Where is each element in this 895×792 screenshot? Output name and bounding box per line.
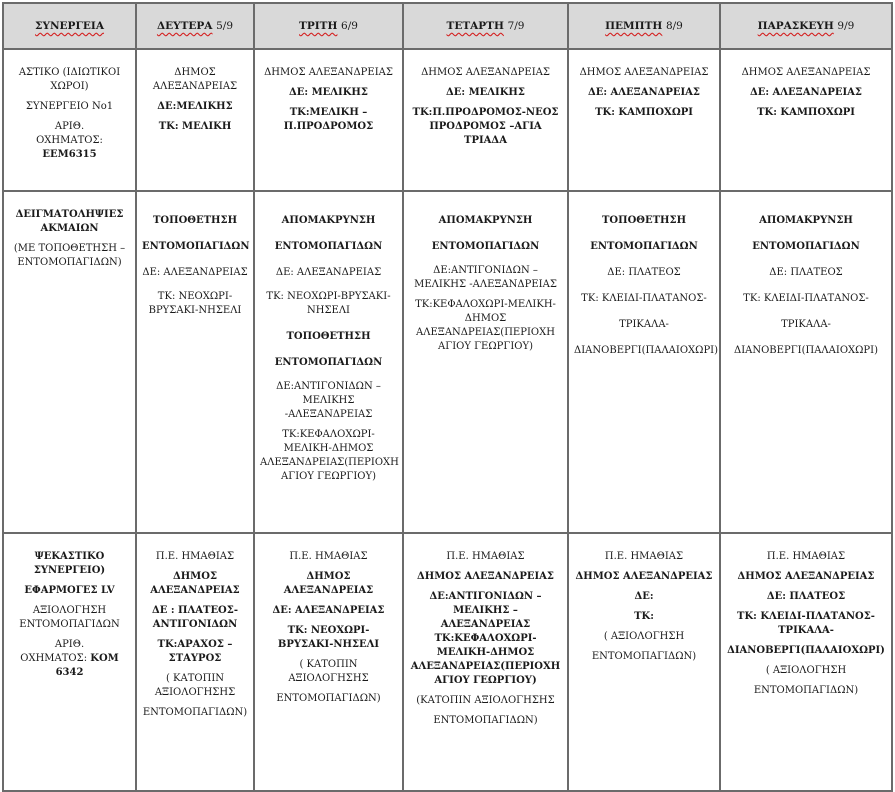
team-cell: ΨΕΚΑΣΤΙΚΟ ΣΥΝΕΡΓΕΙΟ) ΕΦΑΡΜΟΓΕΣ LV ΑΞΙΟΛΟΓΗΣΗ ΕΝΤΟΜΟΠΑΓΙΔΩΝ ΑΡΙΘ. ΟΧΗΜΑΤΟΣ: ΚΟΜ 6342: [3, 533, 136, 791]
header-friday: ΠΑΡΑΣΚΕΥΗ 9/9: [720, 3, 892, 49]
schedule-table: [2, 2, 893, 792]
schedule-cell: ΑΠΟΜΑΚΡΥΝΣΗ ΕΝΤΟΜΟΠΑΓΙΔΩΝ ΔΕ:ΑΝΤΙΓΟΝΙΔΩΝ – ΜΕΛΙΚΗΣ -ΑΛΕΞΑΝΔΡΕΙΑΣ ΤΚ:ΚΕΦΑΛΟΧΩΡΙ-ΜΕΛΙΚΗ-ΔΗΜΟΣ ΑΛΕΞΑΝΔΡΕΙΑΣ(ΠΕΡΙΟΧΗ ΑΓΙΟΥ ΓΕΩΡΓΙΟΥ): [403, 191, 568, 533]
schedule-cell: ΤΟΠΟΘΕΤΗΣΗ ΕΝΤΟΜΟΠΑΓΙΔΩΝ ΔΕ: ΠΛΑΤΕΟΣ ΤΚ: ΚΛΕΙΔΙ-ΠΛΑΤΑΝΟΣ-ΤΡΙΚΑΛΑ- ΔΙΑΝΟΒΕΡΓΙ(ΠΑΛΑΙΟΧΩΡΙ): [568, 191, 720, 533]
table-row: [3, 191, 892, 533]
schedule-cell: ΑΠΟΜΑΚΡΥΝΣΗ ΕΝΤΟΜΟΠΑΓΙΔΩΝ ΔΕ: ΑΛΕΞΑΝΔΡΕΙΑΣ ΤΚ: ΝΕΟΧΩΡΙ-ΒΡΥΣΑΚΙ-ΝΗΣΕΛΙ ΤΟΠΟΘΕΤΗΣΗ ΕΝΤΟΜΟΠΑΓΙΔΩΝ ΔΕ:ΑΝΤΙΓΟΝΙΔΩΝ – ΜΕΛΙΚΗΣ -ΑΛΕΞΑΝΔΡΕΙΑΣ ΤΚ:ΚΕΦΑΛΟΧΩΡΙ-ΜΕΛΙΚΗ-ΔΗΜΟΣ ΑΛΕΞΑΝΔΡΕΙΑΣ(ΠΕΡΙΟΧΗ ΑΓΙΟΥ ΓΕΩΡΓΙΟΥ): [254, 191, 403, 533]
schedule-cell: Π.Ε. ΗΜΑΘΙΑΣ ΔΗΜΟΣ ΑΛΕΞΑΝΔΡΕΙΑΣ ΔΕ: ΑΛΕΞΑΝΔΡΕΙΑΣ ΤΚ: ΝΕΟΧΩΡΙ-ΒΡΥΣΑΚΙ-ΝΗΣΕΛΙ ( ΚΑΤΟΠΙΝ ΑΞΙΟΛΟΓΗΣΗΣ ΕΝΤΟΜΟΠΑΓΙΔΩΝ): [254, 533, 403, 791]
header-teams: ΣΥΝΕΡΓΕΙΑ: [3, 3, 136, 49]
schedule-cell: ΔΗΜΟΣ ΑΛΕΞΑΝΔΡΕΙΑΣ ΔΕ: ΑΛΕΞΑΝΔΡΕΙΑΣ ΤΚ: ΚΑΜΠΟΧΩΡΙ: [568, 49, 720, 191]
schedule-cell: Π.Ε. ΗΜΑΘΙΑΣ ΔΗΜΟΣ ΑΛΕΞΑΝΔΡΕΙΑΣ ΔΕ: ΠΛΑΤΕΟΣ ΤΚ: ΚΛΕΙΔΙ-ΠΛΑΤΑΝΟΣ-ΤΡΙΚΑΛΑ- ΔΙΑΝΟΒΕΡΓΙ(ΠΑΛΑΙΟΧΩΡΙ) ( ΑΞΙΟΛΟΓΗΣΗ ΕΝΤΟΜΟΠΑΓΙΔΩΝ): [720, 533, 892, 791]
schedule-cell: Π.Ε. ΗΜΑΘΙΑΣ ΔΗΜΟΣ ΑΛΕΞΑΝΔΡΕΙΑΣ ΔΕ : ΠΛΑΤΕΟΣ-ΑΝΤΙΓΟΝΙΔΩΝ ΤΚ:ΑΡΑΧΟΣ – ΣΤΑΥΡΟΣ ( ΚΑΤΟΠΙΝ ΑΞΙΟΛΟΓΗΣΗΣ ΕΝΤΟΜΟΠΑΓΙΔΩΝ): [136, 533, 254, 791]
schedule-cell: ΔΗΜΟΣ ΑΛΕΞΑΝΔΡΕΙΑΣ ΔΕ: ΜΕΛΙΚΗΣ ΤΚ:ΜΕΛΙΚΗ – Π.ΠΡΟΔΡΟΜΟΣ: [254, 49, 403, 191]
schedule-cell: ΤΟΠΟΘΕΤΗΣΗ ΕΝΤΟΜΟΠΑΓΙΔΩΝ ΔΕ: ΑΛΕΞΑΝΔΡΕΙΑΣ ΤΚ: ΝΕΟΧΩΡΙ-ΒΡΥΣΑΚΙ-ΝΗΣΕΛΙ: [136, 191, 254, 533]
header-thursday: ΠΕΜΠΤΗ 8/9: [568, 3, 720, 49]
header-tuesday: ΤΡΙΤΗ 6/9: [254, 3, 403, 49]
table-row: [3, 533, 892, 791]
table-row: [3, 49, 892, 191]
header-wednesday: ΤΕΤΑΡΤΗ 7/9: [403, 3, 568, 49]
schedule-cell: Π.Ε. ΗΜΑΘΙΑΣ ΔΗΜΟΣ ΑΛΕΞΑΝΔΡΕΙΑΣ ΔΕ: ΤΚ: ( ΑΞΙΟΛΟΓΗΣΗ ΕΝΤΟΜΟΠΑΓΙΔΩΝ): [568, 533, 720, 791]
team-cell: ΔΕΙΓΜΑΤΟΛΗΨΙΕΣ ΑΚΜΑΙΩΝ (ΜΕ ΤΟΠΟΘΕΤΗΣΗ – ΕΝΤΟΜΟΠΑΓΙΔΩΝ): [3, 191, 136, 533]
schedule-cell: Π.Ε. ΗΜΑΘΙΑΣ ΔΗΜΟΣ ΑΛΕΞΑΝΔΡΕΙΑΣ ΔΕ:ΑΝΤΙΓΟΝΙΔΩΝ – ΜΕΛΙΚΗΣ – ΑΛΕΞΑΝΔΡΕΙΑΣ ΤΚ:ΚΕΦΑΛΟΧΩΡΙ-ΜΕΛΙΚΗ-ΔΗΜΟΣ ΑΛΕΞΑΝΔΡΕΙΑΣ(ΠΕΡΙΟΧΗ ΑΓΙΟΥ ΓΕΩΡΓΙΟΥ) (ΚΑΤΟΠΙΝ ΑΞΙΟΛΟΓΗΣΗΣ ΕΝΤΟΜΟΠΑΓΙΔΩΝ): [403, 533, 568, 791]
schedule-cell: ΔΗΜΟΣ ΑΛΕΞΑΝΔΡΕΙΑΣ ΔΕ:ΜΕΛΙΚΗΣ ΤΚ: ΜΕΛΙΚΗ: [136, 49, 254, 191]
header-row: [3, 3, 892, 49]
header-monday: ΔΕΥΤΕΡΑ 5/9: [136, 3, 254, 49]
team-cell: ΑΣΤΙΚΟ (ΙΔΙΩΤΙΚΟΙ ΧΩΡΟΙ) ΣΥΝΕΡΓΕΙΟ Νο1 ΑΡΙΘ. ΟΧΗΜΑΤΟΣ: ΕΕΜ6315: [3, 49, 136, 191]
schedule-cell: ΑΠΟΜΑΚΡΥΝΣΗ ΕΝΤΟΜΟΠΑΓΙΔΩΝ ΔΕ: ΠΛΑΤΕΟΣ ΤΚ: ΚΛΕΙΔΙ-ΠΛΑΤΑΝΟΣ-ΤΡΙΚΑΛΑ- ΔΙΑΝΟΒΕΡΓΙ(ΠΑΛΑΙΟΧΩΡΙ): [720, 191, 892, 533]
schedule-cell: ΔΗΜΟΣ ΑΛΕΞΑΝΔΡΕΙΑΣ ΔΕ: ΜΕΛΙΚΗΣ ΤΚ:Π.ΠΡΟΔΡΟΜΟΣ-ΝΕΟΣ ΠΡΟΔΡΟΜΟΣ –ΑΓΙΑ ΤΡΙΑΔΑ: [403, 49, 568, 191]
schedule-cell: ΔΗΜΟΣ ΑΛΕΞΑΝΔΡΕΙΑΣ ΔΕ: ΑΛΕΞΑΝΔΡΕΙΑΣ ΤΚ: ΚΑΜΠΟΧΩΡΙ: [720, 49, 892, 191]
